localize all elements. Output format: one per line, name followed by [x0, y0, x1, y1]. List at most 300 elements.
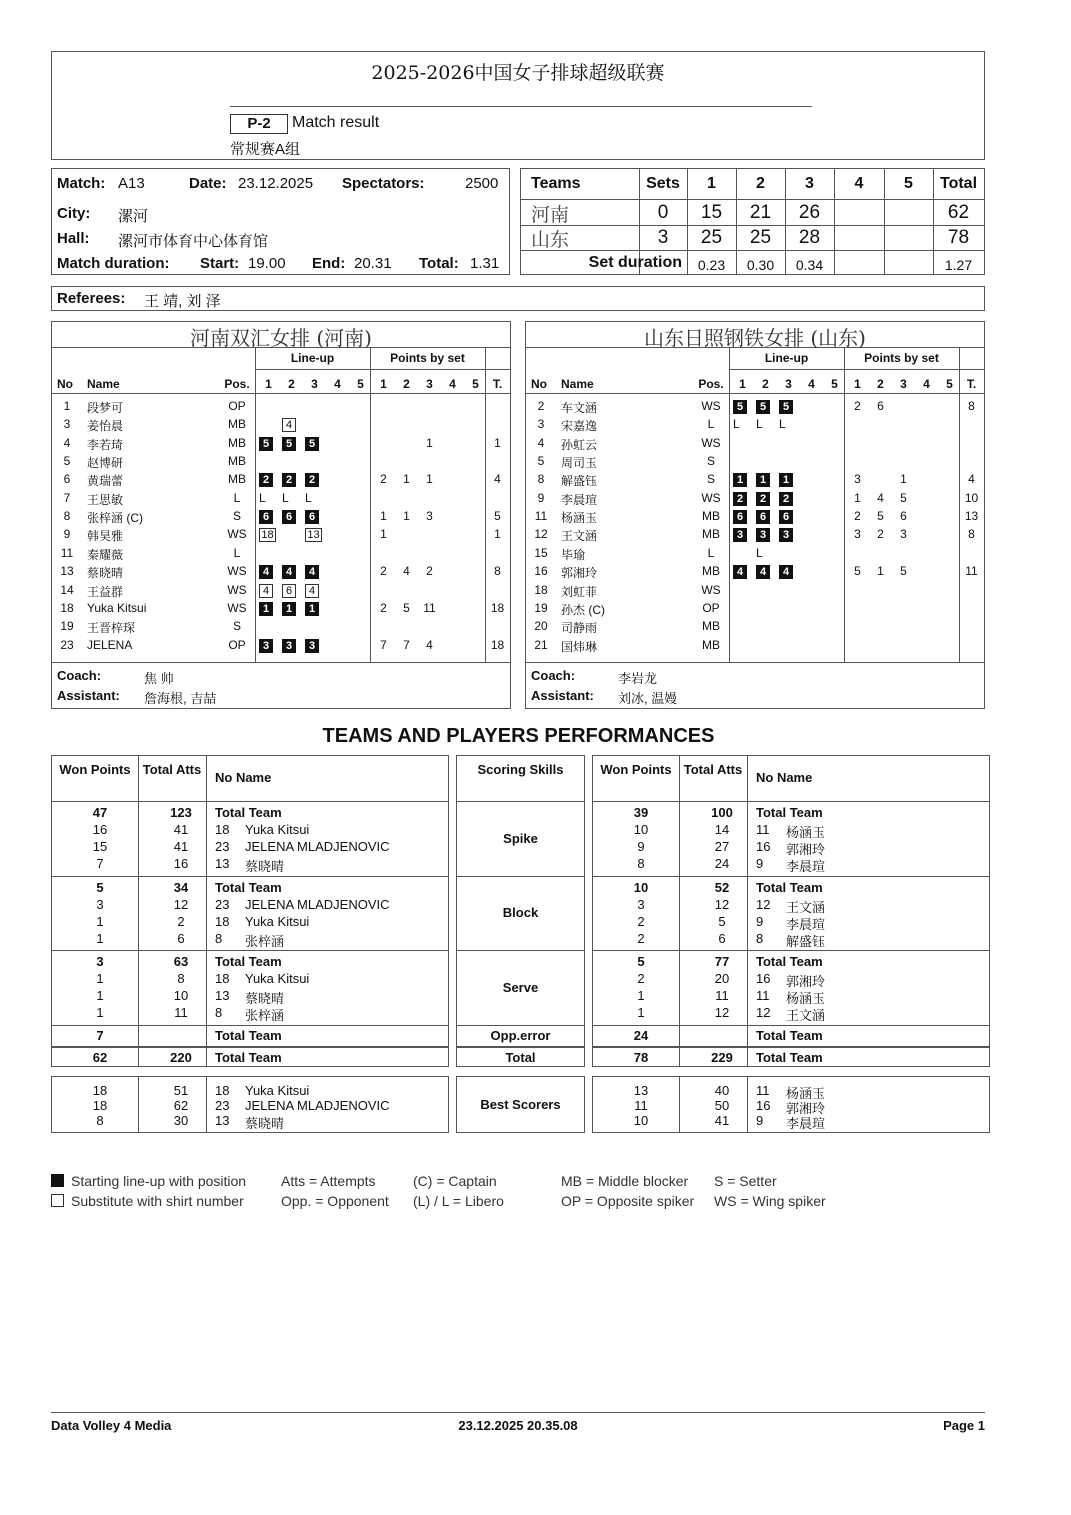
points-set-2: 2: [877, 527, 884, 542]
starting-position-marker: 4: [259, 565, 273, 579]
libero-marker: L: [756, 545, 763, 560]
player-name: 孙虹云: [561, 437, 598, 452]
start-label: Start:: [200, 255, 240, 272]
starting-position-marker: 6: [305, 510, 319, 524]
player-number: 18: [215, 971, 230, 986]
points-by-set-header: Points by set: [864, 351, 939, 365]
player-position: MB: [702, 619, 720, 634]
scoring-skills-header: Scoring Skills: [477, 762, 564, 777]
points-set-2: 6: [877, 399, 884, 413]
coach-name: 李岩龙: [618, 671, 658, 686]
score-away-set1: 25: [700, 227, 723, 248]
total-atts: 24: [714, 856, 730, 871]
date-label: Date:: [189, 175, 227, 192]
substitute-marker: 4: [259, 584, 273, 598]
pos-header: Pos.: [224, 377, 250, 391]
coach-label: Coach:: [531, 668, 576, 683]
player-name: 郭湘玲: [786, 1101, 826, 1116]
rule: [52, 801, 448, 802]
points-set-2-header: 2: [403, 377, 410, 391]
match-info-box: [51, 168, 510, 275]
skill-opp-error: Opp.error: [490, 1028, 551, 1043]
score-table: [520, 168, 985, 275]
starting-position-marker: 3: [733, 528, 747, 542]
player-name: 王益群: [87, 584, 124, 599]
legend-captain: (C) = Captain: [413, 1173, 497, 1189]
best-scorers-label: Best Scorers: [480, 1097, 561, 1112]
player-name: JELENA MLADJENOVIC: [245, 897, 390, 912]
total-atts: 52: [714, 880, 730, 895]
starting-position-marker: 6: [282, 510, 296, 524]
player-name: 蔡晓晴: [245, 1116, 285, 1131]
score-header-teams: Teams: [531, 175, 581, 192]
player-number: 5: [537, 454, 545, 469]
total-won: 62: [92, 1050, 108, 1065]
player-name: Yuka Kitsui: [245, 1083, 310, 1098]
name-header: Name: [561, 377, 594, 391]
form-title: Match result: [292, 114, 380, 131]
points-set-3: 1: [900, 472, 907, 487]
player-position: WS: [227, 600, 247, 615]
points-set-3-header: 3: [900, 377, 907, 391]
won-points: 5: [96, 880, 104, 895]
points-set-1: 2: [380, 564, 387, 579]
won-points: 2: [637, 914, 645, 929]
end-label: End:: [312, 255, 346, 272]
total-atts: 62: [173, 1098, 189, 1113]
starting-position-marker: 4: [779, 565, 793, 579]
player-number: 2: [537, 399, 545, 413]
score-header-set5: 5: [904, 175, 913, 192]
starting-position-marker: 6: [779, 510, 793, 524]
player-number: 16: [756, 1098, 771, 1113]
starting-position-marker: 1: [779, 473, 793, 487]
player-number: 19: [60, 619, 74, 634]
player-name: 张梓涵: [245, 1008, 285, 1023]
won-points: 2: [637, 931, 645, 946]
no-name-header: No Name: [215, 770, 272, 785]
player-position: MB: [228, 472, 246, 487]
starting-position-marker: 3: [305, 639, 319, 653]
substitute-marker: 4: [305, 584, 319, 598]
points-set-2: 5: [877, 509, 884, 524]
assistant-names: 詹海根, 吉喆: [144, 691, 217, 706]
total-team-label: Total Team: [756, 805, 823, 820]
starting-position-marker: 3: [779, 528, 793, 542]
won-points: 8: [637, 856, 645, 871]
score-sets-away: 3: [657, 227, 669, 248]
footer-left: Data Volley 4 Media: [51, 1418, 172, 1433]
legend-starting: Starting line-up with position: [71, 1173, 247, 1189]
total-label: Total Team: [756, 1050, 823, 1065]
points-total: 4: [494, 472, 501, 487]
no-header: No: [531, 377, 547, 391]
total-atts: 41: [714, 1113, 730, 1128]
player-name: 李若琦: [87, 437, 124, 452]
set-duration-total: 1.27: [944, 257, 973, 273]
points-total: 11: [965, 564, 978, 579]
player-name: JELENA MLADJENOVIC: [245, 1098, 390, 1113]
start-value: 19.00: [248, 255, 286, 272]
player-name: 李晨瑄: [786, 1116, 826, 1131]
player-name: 车文涵: [561, 401, 598, 415]
points-set-3: 6: [900, 509, 907, 524]
pos-header: Pos.: [698, 377, 724, 391]
starting-position-marker: 1: [756, 473, 770, 487]
total-atts: 5: [718, 914, 726, 929]
player-number: 13: [215, 988, 230, 1003]
rule: [593, 1025, 989, 1026]
player-number: 3: [63, 417, 71, 432]
player-name: 蔡晓晴: [245, 859, 285, 874]
score-header-set2: 2: [756, 175, 765, 192]
points-set-1: 2: [854, 399, 861, 413]
lineup-set-4-header: 4: [334, 377, 341, 391]
points-set-1: 2: [380, 472, 387, 487]
points-total: 18: [490, 600, 505, 615]
starting-position-marker: 3: [282, 639, 296, 653]
match-value: A13: [118, 175, 145, 192]
player-position: S: [232, 509, 241, 524]
player-name: 王思敏: [87, 492, 124, 507]
legend-libero: (L) / L = Libero: [413, 1193, 504, 1209]
player-name: 杨涵玉: [786, 825, 826, 840]
total-atts: 11: [174, 1005, 188, 1020]
points-set-3: 4: [426, 637, 433, 652]
total-label: Total:: [419, 255, 459, 272]
total-atts: 123: [170, 805, 192, 820]
opp-error-label: Total Team: [756, 1028, 823, 1043]
opp-error-won: 7: [96, 1028, 104, 1043]
libero-marker: L: [756, 417, 763, 432]
score-header-sets: Sets: [646, 175, 680, 192]
player-number: 9: [756, 856, 764, 871]
player-number: 8: [215, 1005, 223, 1020]
points-set-3: 1: [426, 435, 433, 450]
player-number: 4: [63, 435, 71, 450]
player-number: 20: [534, 619, 548, 634]
player-number: 23: [215, 897, 230, 912]
player-position: L: [233, 545, 241, 560]
points-set-2: 4: [403, 564, 410, 579]
legend-ws: WS = Wing spiker: [714, 1193, 826, 1209]
player-number: 11: [756, 1083, 770, 1098]
skill-total: Total: [505, 1050, 536, 1065]
total-team-label: Total Team: [215, 954, 282, 969]
performances-title: TEAMS AND PLAYERS PERFORMANCES: [322, 725, 715, 747]
lineup-header: Line-up: [764, 351, 809, 365]
performance-home-table: [51, 755, 449, 1067]
footer-right: Page 1: [943, 1418, 985, 1433]
rule: [457, 1025, 584, 1026]
player-name: JELENA: [87, 637, 133, 652]
referees-box: [51, 286, 985, 311]
player-number: 4: [537, 435, 545, 450]
player-position: S: [706, 472, 715, 487]
total-atts: 27: [714, 839, 730, 854]
rule: [370, 347, 371, 662]
won-points: 18: [92, 1083, 108, 1098]
player-name: 李晨瑄: [786, 859, 826, 874]
points-set-3-header: 3: [426, 377, 433, 391]
starting-position-marker: 5: [733, 400, 747, 414]
total-atts: 41: [173, 839, 189, 854]
substitute-marker: 6: [282, 584, 296, 598]
won-points: 39: [633, 805, 649, 820]
rule: [52, 1025, 448, 1026]
footer-center: 23.12.2025 20.35.08: [458, 1418, 578, 1433]
total-atts: 40: [714, 1083, 730, 1098]
player-number: 11: [756, 988, 770, 1003]
set-duration-1: 0.23: [697, 257, 726, 273]
player-name: 王文涵: [786, 1008, 826, 1023]
score-away-set2: 25: [749, 227, 772, 248]
player-name: 姜怡晨: [87, 419, 124, 434]
substitute-marker: 13: [305, 528, 322, 542]
total-atts: 14: [714, 822, 730, 837]
libero-marker: L: [282, 490, 289, 505]
player-name: 杨涵玉: [786, 991, 826, 1006]
player-number: 8: [215, 931, 223, 946]
player-number: 9: [756, 914, 764, 929]
won-points: 3: [637, 897, 645, 912]
player-name: 刘虹菲: [561, 584, 598, 599]
rule: [52, 876, 448, 877]
points-total: 1: [494, 527, 501, 542]
libero-marker: L: [733, 417, 740, 432]
end-value: 20.31: [354, 255, 392, 272]
won-points: 10: [633, 1113, 649, 1128]
player-number: 11: [534, 509, 548, 524]
total-header: T.: [492, 377, 503, 391]
player-name: 司静雨: [561, 621, 598, 636]
total-atts: 100: [711, 805, 733, 820]
starting-position-marker: 2: [305, 473, 319, 487]
player-number: 18: [215, 1083, 230, 1098]
player-number: 12: [756, 1005, 771, 1020]
points-set-2: 1: [403, 509, 410, 524]
points-set-3: 11: [423, 600, 436, 615]
rule: [526, 393, 984, 394]
total-won: 78: [633, 1050, 649, 1065]
form-code: P-2: [230, 114, 288, 134]
player-number: 16: [756, 971, 771, 986]
points-set-1: 1: [380, 527, 387, 542]
won-points: 7: [96, 856, 104, 871]
date-value: 23.12.2025: [238, 175, 314, 192]
lineup-set-4-header: 4: [808, 377, 815, 391]
starting-position-marker: 3: [259, 639, 273, 653]
skill-spike: Spike: [503, 830, 538, 846]
won-points-header: Won Points: [59, 762, 131, 777]
total-team-label: Total Team: [215, 880, 282, 895]
player-number: 8: [537, 472, 545, 487]
won-points: 13: [633, 1083, 649, 1098]
player-name: Yuka Kitsui: [87, 600, 147, 615]
rule: [844, 347, 845, 662]
skill-serve: Serve: [502, 979, 539, 995]
total-atts: 50: [714, 1098, 730, 1113]
player-name: 李晨瑄: [786, 917, 826, 932]
points-set-4-header: 4: [449, 377, 456, 391]
total-atts-header: Total Atts: [142, 762, 202, 777]
spectators-label: Spectators:: [342, 175, 425, 192]
player-number: 3: [537, 417, 545, 432]
player-position: OP: [228, 637, 246, 652]
player-position: WS: [701, 582, 721, 597]
rule: [255, 369, 510, 370]
won-points: 1: [96, 1005, 104, 1020]
player-number: 15: [534, 545, 548, 560]
substitute-marker: 18: [259, 528, 276, 542]
score-team-home: 河南: [531, 204, 570, 226]
team-name-team_away: 山东日照钢铁女排 (山东): [644, 326, 866, 350]
rule: [729, 369, 984, 370]
starting-position-marker: 6: [756, 510, 770, 524]
rule: [52, 393, 510, 394]
won-points: 1: [96, 988, 104, 1003]
lineup-set-1-header: 1: [739, 377, 746, 391]
player-name: 蔡晓晴: [87, 566, 124, 581]
player-name: 杨涵玉: [561, 511, 598, 526]
hall-value: 漯河市体育中心体育馆: [118, 233, 269, 250]
player-number: 9: [537, 490, 545, 505]
won-points: 15: [92, 839, 108, 854]
won-points: 1: [96, 914, 104, 929]
player-position: MB: [228, 435, 246, 450]
lineup-header: Line-up: [290, 351, 335, 365]
total-atts: 6: [718, 931, 726, 946]
player-name: 王文涵: [786, 900, 826, 915]
won-points: 9: [637, 839, 645, 854]
rule: [593, 1046, 989, 1048]
points-set-2: 5: [403, 600, 410, 615]
player-number: 1: [63, 399, 71, 413]
player-number: 18: [60, 600, 74, 615]
player-name: Yuka Kitsui: [245, 971, 310, 986]
total-atts: 77: [714, 954, 730, 969]
player-position: S: [706, 454, 715, 469]
player-number: 12: [534, 527, 548, 542]
won-points: 11: [634, 1098, 648, 1113]
won-points: 10: [633, 880, 649, 895]
player-number: 18: [215, 822, 230, 837]
set-duration-label: Set duration: [588, 254, 682, 271]
rule: [526, 662, 984, 663]
player-number: 19: [534, 600, 548, 615]
rule: [593, 950, 989, 951]
player-number: 13: [60, 564, 74, 579]
libero-marker: L: [259, 490, 266, 505]
match-label: Match:: [57, 175, 106, 192]
total-atts: 34: [173, 880, 189, 895]
points-set-4-header: 4: [923, 377, 930, 391]
player-position: L: [707, 545, 715, 560]
lineup-set-2-header: 2: [762, 377, 769, 391]
opp-error-won: 24: [633, 1028, 649, 1043]
starting-position-marker: 1: [259, 602, 273, 616]
player-number: 21: [534, 637, 548, 652]
rule: [457, 1046, 584, 1048]
player-number: 8: [63, 509, 71, 524]
player-name: 孙杰 (C): [561, 602, 605, 617]
player-name: 周司玉: [561, 456, 598, 471]
player-position: MB: [702, 527, 720, 542]
player-name: 黄瑞蕾: [87, 474, 124, 489]
score-away-total: 78: [947, 227, 970, 248]
points-set-1: 3: [854, 527, 861, 542]
total-atts-header: Total Atts: [683, 762, 743, 777]
score-header-set1: 1: [707, 175, 716, 192]
won-points: 5: [637, 954, 645, 969]
score-header-set3: 3: [805, 175, 814, 192]
points-set-3: 3: [426, 509, 433, 524]
score-home-set1: 15: [700, 202, 723, 223]
player-position: OP: [702, 600, 720, 615]
player-name: Yuka Kitsui: [245, 822, 310, 837]
total-team-label: Total Team: [756, 954, 823, 969]
starting-position-marker: 5: [259, 437, 273, 451]
points-total: 10: [964, 490, 979, 505]
player-name: Yuka Kitsui: [245, 914, 310, 929]
player-name: 蔡晓晴: [245, 991, 285, 1006]
total-atts: 12: [173, 897, 189, 912]
player-number: 16: [534, 564, 548, 579]
score-header-total: Total: [939, 175, 978, 192]
legend-opp: Opp. = Opponent: [281, 1193, 389, 1209]
starting-lineup-legend-icon: [51, 1174, 64, 1187]
player-name: 郭湘玲: [786, 842, 826, 857]
starting-position-marker: 6: [733, 510, 747, 524]
player-name: 郭湘玲: [561, 566, 598, 581]
player-name: 韩昊雅: [87, 529, 124, 544]
starting-position-marker: 5: [779, 400, 793, 414]
won-points: 3: [96, 897, 104, 912]
won-points: 3: [96, 954, 104, 969]
player-number: 18: [534, 582, 548, 597]
assistant-label: Assistant:: [531, 688, 594, 703]
total-atts: 41: [173, 822, 189, 837]
best-scorers-label-box: [456, 1076, 585, 1133]
points-total: 18: [490, 637, 505, 652]
performance-away-table: [592, 755, 990, 1067]
starting-position-marker: 4: [756, 565, 770, 579]
player-number: 5: [63, 454, 71, 469]
starting-position-marker: 3: [756, 528, 770, 542]
total-atts: 16: [173, 856, 189, 871]
player-number: 23: [215, 1098, 230, 1113]
won-points: 47: [92, 805, 108, 820]
rule: [52, 662, 510, 663]
starting-position-marker: 4: [282, 565, 296, 579]
score-sets-home: 0: [657, 202, 669, 223]
points-set-3: 5: [900, 490, 907, 505]
opp-error-label: Total Team: [215, 1028, 282, 1043]
no-header: No: [57, 377, 73, 391]
total-value: 1.31: [470, 255, 500, 272]
player-position: WS: [701, 399, 721, 413]
performance-skills-table: [456, 755, 585, 1067]
points-set-1: 7: [380, 637, 387, 652]
player-name: 国炜琳: [561, 639, 598, 654]
total-atts-sum: 229: [711, 1050, 733, 1065]
substitute-legend-icon: [51, 1194, 64, 1207]
total-team-label: Total Team: [756, 880, 823, 895]
total-atts: 63: [173, 954, 189, 969]
points-set-1: 2: [854, 509, 861, 524]
name-header: Name: [87, 377, 120, 391]
assistant-names: 刘冰, 温嫚: [618, 691, 678, 706]
